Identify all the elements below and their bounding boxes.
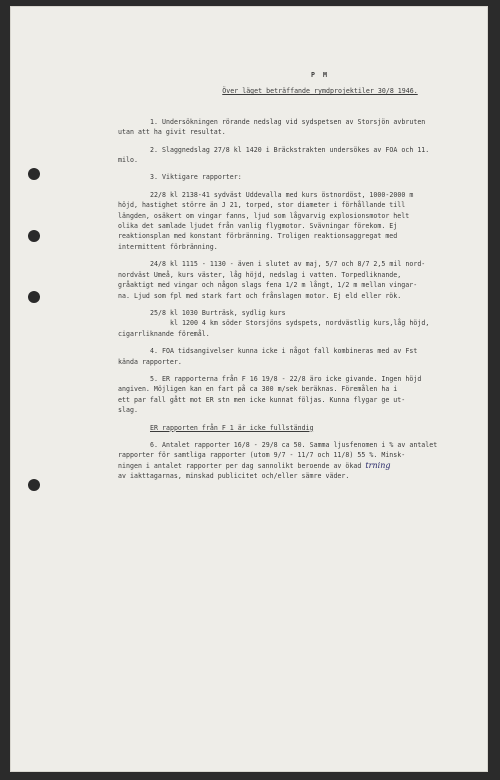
paragraph-3-heading [118, 172, 462, 182]
paragraph-4 [118, 346, 462, 367]
text-line: na. Ljud som fpl med stark fart och frånslagen motor. Ej eld eller rök. [118, 291, 402, 300]
punch-hole [28, 479, 40, 491]
text-line: 2. Slaggnedslag 27/8 kl 1420 i Bräckstrakten undersökes av FOA och 11. [150, 145, 430, 154]
text-line: 24/8 kl 1115 - 1130 - även i slutet av maj, 5/7 och 8/7 2,5 mil nord- [150, 260, 426, 269]
report-burtrask [118, 308, 462, 339]
paragraph-5b [118, 423, 462, 433]
text-line: rapporter för samtliga rapporter (utom 9/7 - 11/7 och 11/8) 55 %. Minsk- [118, 451, 406, 460]
text-segment: ningen i antalet rapporter per dag sannolikt beroende av ökad [118, 461, 362, 470]
punch-hole [28, 168, 40, 180]
text-line: gråaktigt med vingar och någon slags fena 1/2 m långt, 1/2 m mellan vingar- [118, 281, 418, 290]
text-line: reaktionsplan med konstant förbränning. Troligen reaktionsaggregat med [118, 232, 398, 241]
punch-hole [28, 230, 40, 242]
text-line: angiven. Möjligen kan en fart på ca 300 m/sek beräknas. Föremålen ha i [118, 385, 398, 394]
text-line: intermittent förbränning. [118, 242, 218, 251]
text-line: milo. [118, 156, 138, 165]
text-line: nordväst Umeå, kurs väster, låg höjd, nedslag i vatten. Torpedliknande, [118, 270, 402, 279]
paragraph-2 [118, 145, 462, 166]
text-line: 1. Undersökningen rörande nedslag vid sydspetsen av Storsjön avbruten [150, 117, 426, 126]
document-code: P M [311, 71, 329, 79]
text-line: längden, osäkert om vingar fanns, ljud som lågvarvig explosionsmotor helt [118, 211, 410, 220]
text-line: utan att ha givit resultat. [118, 128, 226, 137]
text-line: 25/8 kl 1030 Burträsk, sydlig kurs [150, 308, 286, 317]
paragraph-1 [118, 117, 462, 138]
text-line [118, 461, 462, 471]
text-line: olika det samlade ljudet från vanlig flygmotor. Svävningar förekom. Ej [118, 222, 398, 231]
text-line: kända rapporter. [118, 357, 182, 366]
text-line: 4. FOA tidsangivelser kunna icke i något fall kombineras med av Fst [150, 347, 418, 356]
text-line: cigarrliknande föremål. [118, 329, 210, 338]
paragraph-6 [118, 440, 462, 482]
document-body [118, 70, 462, 489]
text-line: höjd, hastighet större än J 21, torped, stor diameter i förhållande till [118, 201, 406, 210]
text-line: av iakttagarnas, minskad publicitet och/eller sämre väder. [118, 472, 350, 481]
punch-hole [28, 291, 40, 303]
text-line: 22/8 kl 2138-41 sydväst Uddevalla med kurs östnordöst, 1000-2000 m [150, 190, 414, 199]
text-line: 5. ER rapporterna från F 16 19/8 - 22/8 äro icke givande. Ingen höjd [150, 374, 422, 383]
paragraph-5 [118, 374, 462, 416]
handwritten-annotation: trning [365, 460, 391, 470]
report-umea [118, 259, 462, 301]
text-line: 6. Antalet rapporter 16/8 - 29/8 ca 50. Samma ljusfenomen i % av antalet [150, 440, 438, 449]
text-line: 3. Viktigare rapporter: [150, 173, 242, 182]
document-title: Över läget beträffande rymdprojektiler 30/8 1946. [222, 87, 418, 96]
text-line: ett par fall gått mot ER stn men icke kunnat följas. Kunna flygar ge ut- [118, 395, 406, 404]
text-line: slag. [118, 406, 138, 415]
text-line: kl 1200 4 km söder Storsjöns sydspets, nordvästlig kurs,låg höjd, [170, 319, 430, 328]
text-line: ER rapporten från F 1 är icke fullständig [150, 423, 314, 432]
report-uddevalla [118, 190, 462, 252]
